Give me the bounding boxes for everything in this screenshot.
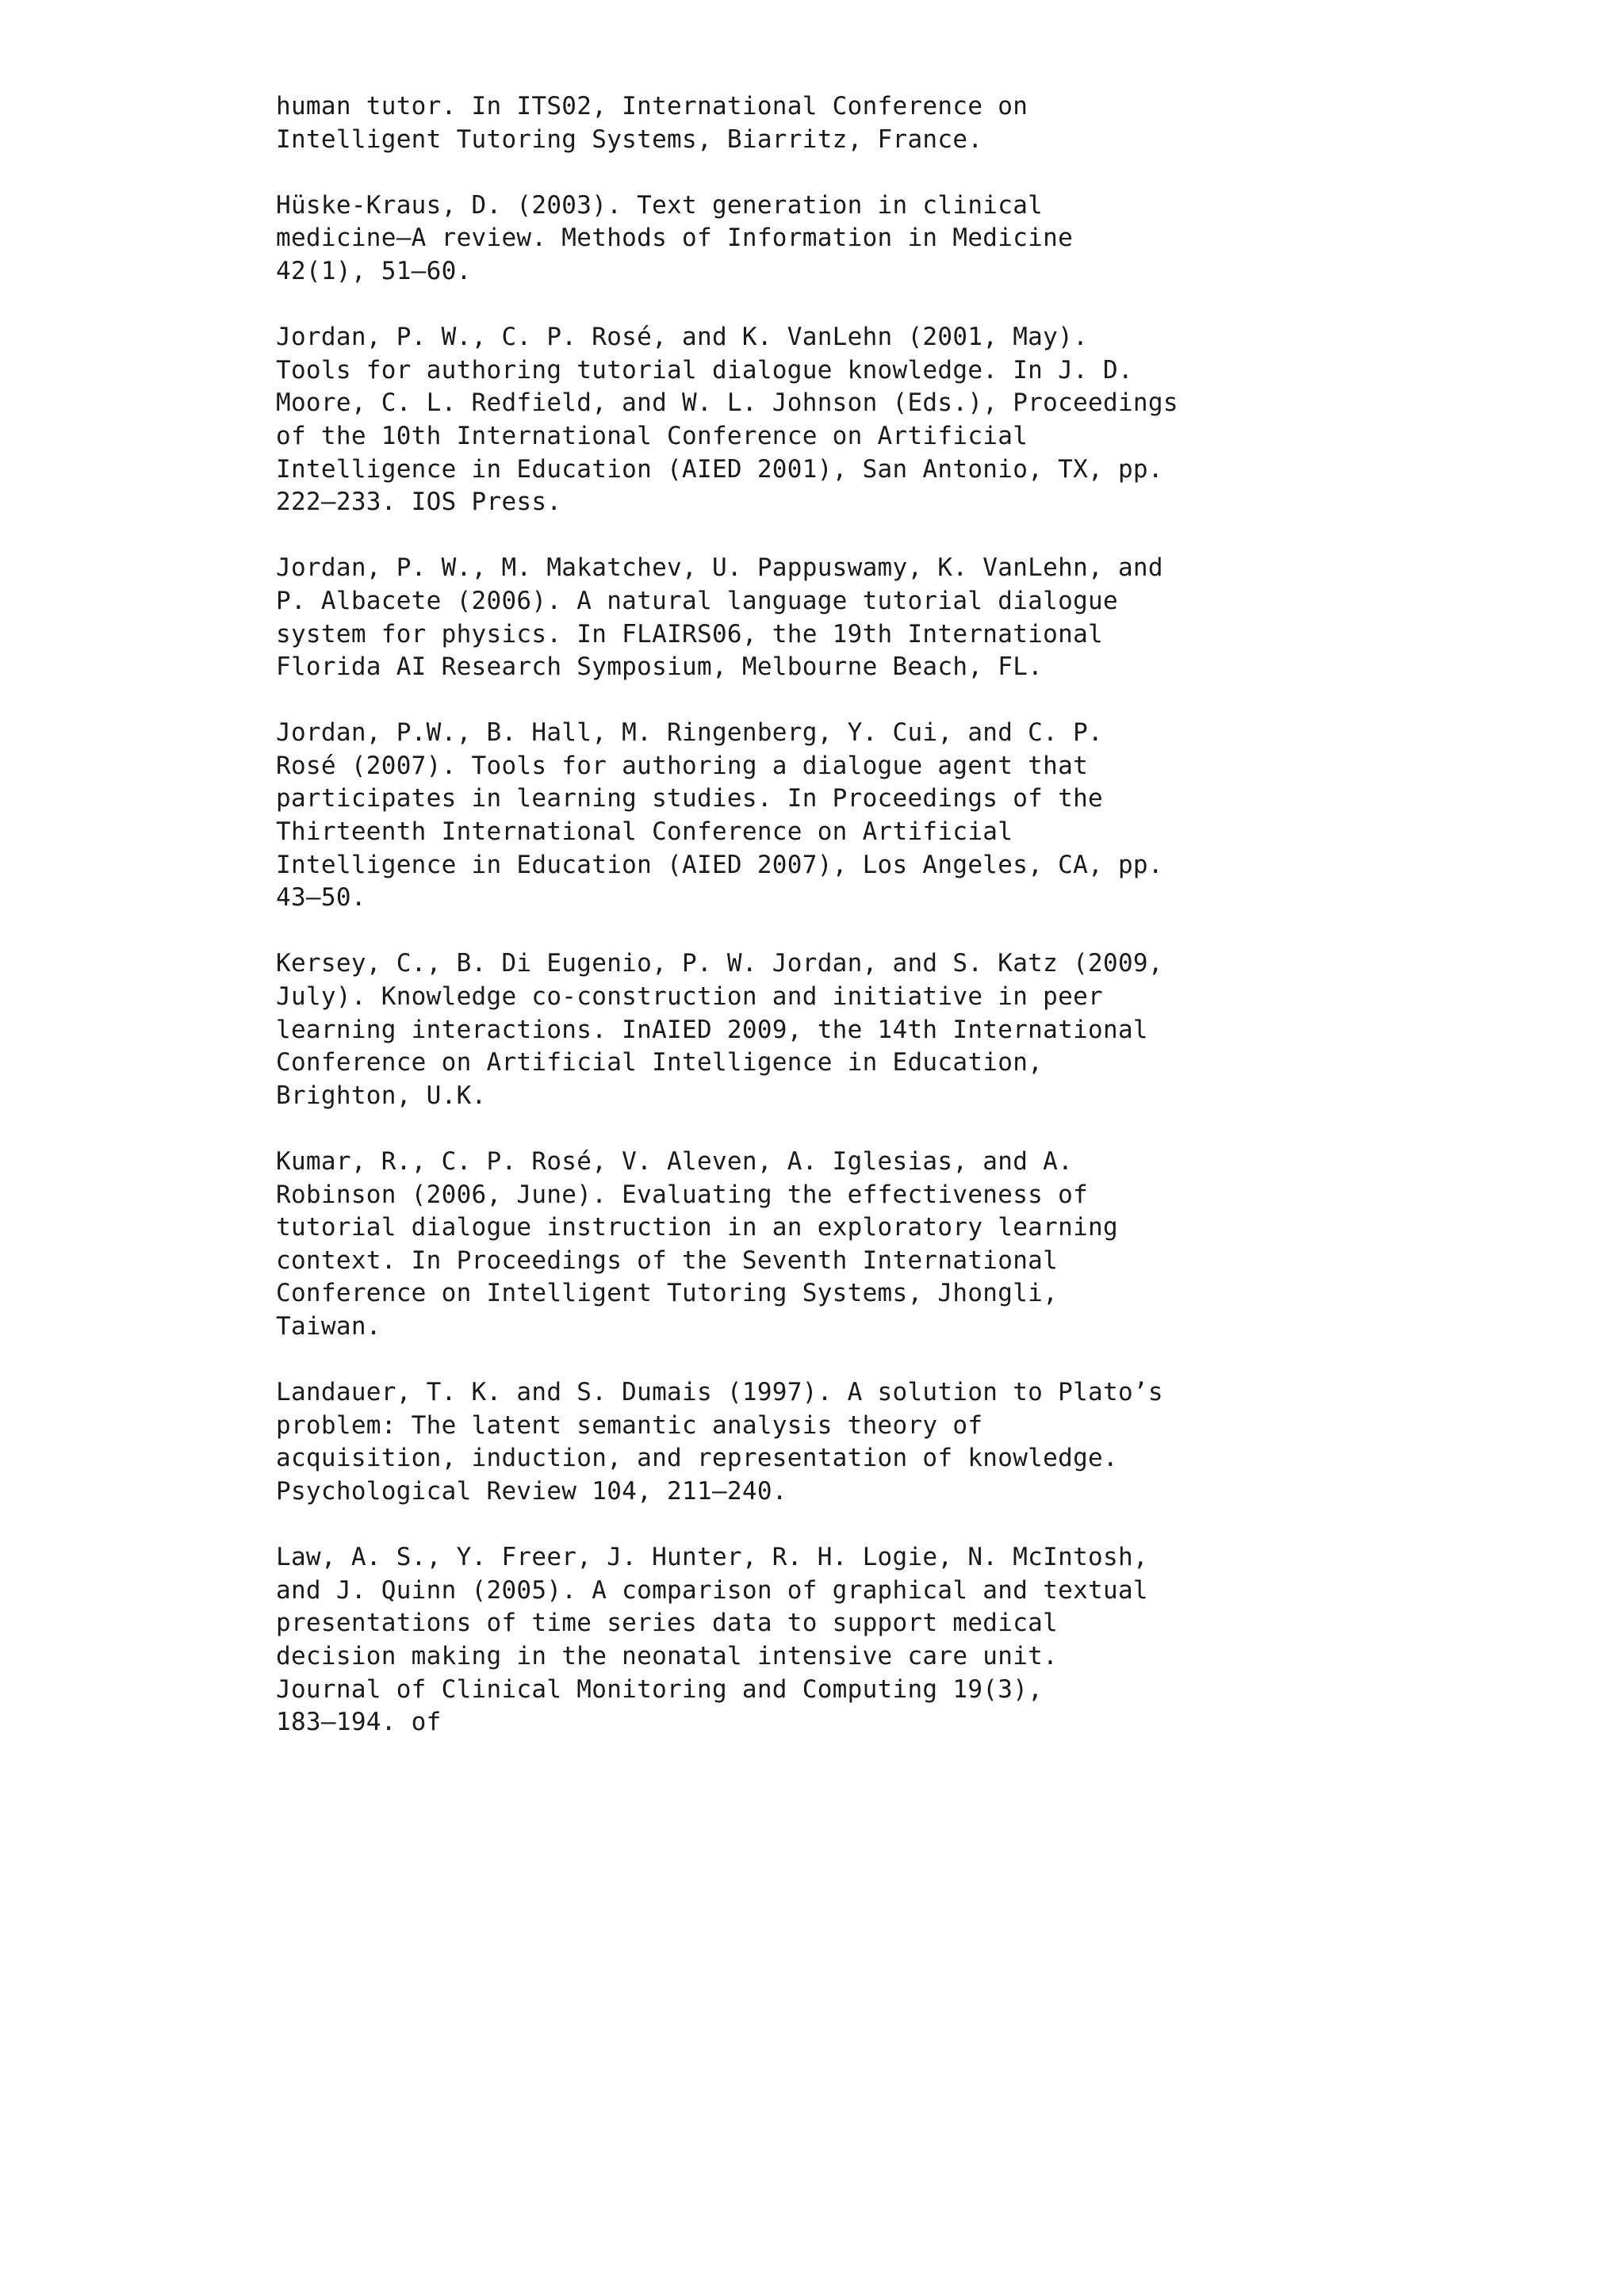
reference-line: Brighton, U.K. xyxy=(276,1081,487,1110)
reference-line: Conference on Artificial Intelligence in Education, xyxy=(276,1048,1044,1077)
reference-line: Thirteenth International Conference on Artificial xyxy=(276,817,1013,847)
reference-line: Robinson (2006, June). Evaluating the effectiveness of xyxy=(276,1180,1089,1209)
reference-entry-landauer-1997 xyxy=(276,1376,1354,1508)
reference-line: Law, A. S., Y. Freer, J. Hunter, R. H. Logie, N. McIntosh, xyxy=(276,1543,1148,1572)
reference-line: and J. Quinn (2005). A comparison of graphical and textual xyxy=(276,1575,1148,1605)
reference-line: July). Knowledge co-construction and initiative in peer xyxy=(276,982,1103,1012)
reference-line: Intelligence in Education (AIED 2001), San Antonio, TX, pp. xyxy=(276,454,1163,484)
reference-line: of the 10th International Conference on Artificial xyxy=(276,421,1028,450)
reference-line: Psychological Review 104, 211–240. xyxy=(276,1476,787,1506)
reference-line: Kersey, C., B. Di Eugenio, P. W. Jordan, and S. Katz (2009, xyxy=(276,949,1163,978)
reference-line: Jordan, P. W., M. Makatchev, U. Pappuswamy, K. VanLehn, and xyxy=(276,553,1163,583)
reference-line: medicine—A review. Methods of Information in Medicine xyxy=(276,224,1074,253)
reference-entry-jordan-2007 xyxy=(276,717,1354,915)
reference-line: problem: The latent semantic analysis theory of xyxy=(276,1410,983,1440)
reference-line: decision making in the neonatal intensive care unit. xyxy=(276,1641,1059,1670)
reference-line: Intelligent Tutoring Systems, Biarritz, France. xyxy=(276,124,983,154)
reference-line: 42(1), 51–60. xyxy=(276,256,472,285)
reference-line: learning interactions. InAIED 2009, the 14th International xyxy=(276,1015,1148,1044)
reference-line: 183–194. of xyxy=(276,1708,442,1737)
reference-entry-huske-kraus xyxy=(276,189,1354,289)
reference-line: Tools for authoring tutorial dialogue knowledge. In J. D. xyxy=(276,355,1133,385)
reference-line: Intelligence in Education (AIED 2007), Los Angeles, CA, pp. xyxy=(276,850,1163,879)
reference-line: Florida AI Research Symposium, Melbourne Beach, FL. xyxy=(276,652,1044,682)
reference-line: human tutor. In ITS02, International Conference on xyxy=(276,92,1028,121)
reference-line: P. Albacete (2006). A natural language tutorial dialogue xyxy=(276,586,1118,615)
reference-line: presentations of time series data to support medical xyxy=(276,1609,1059,1638)
reference-line: acquisition, induction, and representation of knowledge. xyxy=(276,1444,1118,1473)
reference-line: participates in learning studies. In Proceedings of the xyxy=(276,784,1103,813)
reference-entry-law-2005 xyxy=(276,1541,1354,1739)
reference-entry-jordan-2006 xyxy=(276,552,1354,683)
reference-line: 222–233. IOS Press. xyxy=(276,488,562,517)
reference-line: tutorial dialogue instruction in an exploratory learning xyxy=(276,1213,1118,1242)
reference-entry-kumar-2006 xyxy=(276,1146,1354,1344)
reference-line: Rosé (2007). Tools for authoring a dialogue agent that xyxy=(276,751,1089,780)
reference-list xyxy=(276,90,1354,1772)
reference-entry-kersey-2009 xyxy=(276,947,1354,1112)
reference-line: Conference on Intelligent Tutoring Systems, Jhongli, xyxy=(276,1279,1059,1308)
reference-line: Moore, C. L. Redfield, and W. L. Johnson (Eds.), Proceedings xyxy=(276,388,1178,418)
reference-line: Landauer, T. K. and S. Dumais (1997). A solution to Plato’s xyxy=(276,1378,1163,1407)
reference-line: Taiwan. xyxy=(276,1311,381,1341)
reference-line: Journal of Clinical Monitoring and Computing 19(3), xyxy=(276,1674,1044,1704)
reference-line: Jordan, P. W., C. P. Rosé, and K. VanLehn (2001, May). xyxy=(276,323,1089,352)
reference-line: Hüske-Kraus, D. (2003). Text generation in clinical xyxy=(276,190,1044,220)
reference-line: Kumar, R., C. P. Rosé, V. Aleven, A. Iglesias, and A. xyxy=(276,1147,1074,1176)
reference-line: Jordan, P.W., B. Hall, M. Ringenberg, Y. Cui, and C. P. xyxy=(276,718,1103,748)
reference-entry-jordan-2001 xyxy=(276,321,1354,519)
reference-entry-0 xyxy=(276,90,1354,156)
reference-line: 43–50. xyxy=(276,883,366,913)
reference-line: context. In Proceedings of the Seventh International xyxy=(276,1246,1059,1275)
reference-line: system for physics. In FLAIRS06, the 19th International xyxy=(276,619,1103,649)
